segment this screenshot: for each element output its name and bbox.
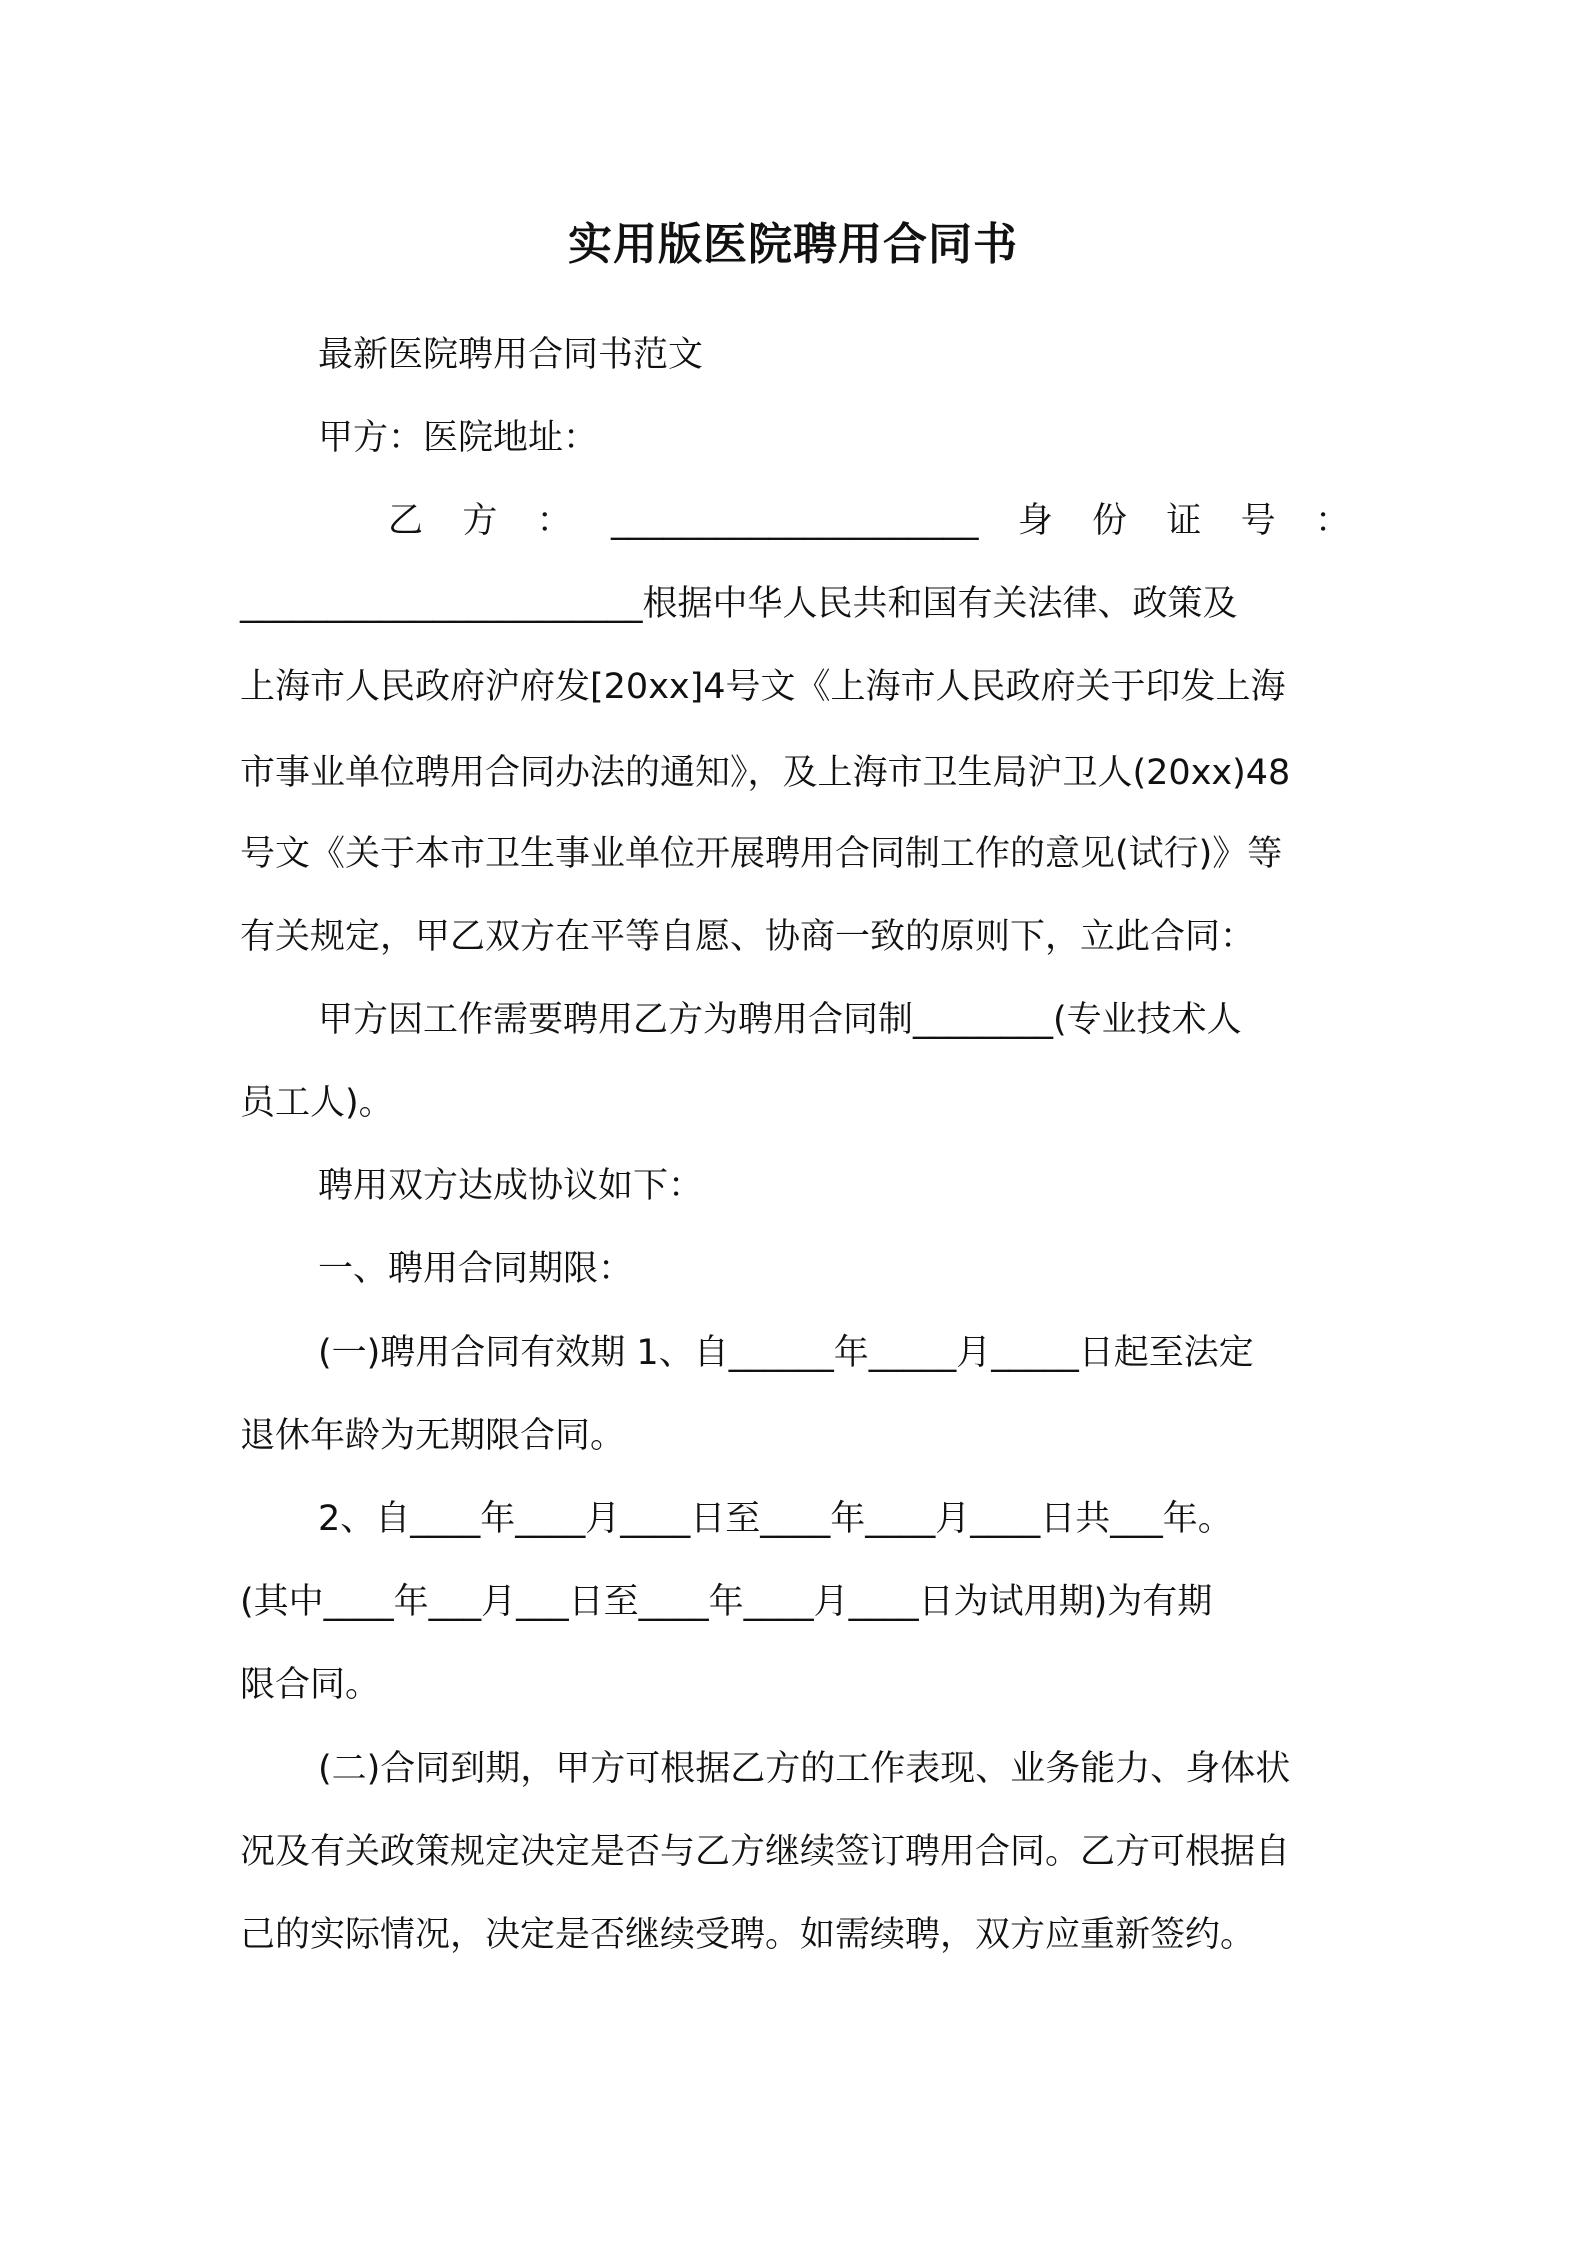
section-heading: 一、聘用合同期限： xyxy=(318,1249,634,1289)
party-b-label-char: ： xyxy=(536,501,572,541)
paragraph-line: 聘用双方达成协议如下： xyxy=(318,1166,704,1206)
paragraph-line: (其中____年___月___日至____年____月____日为试用期)为有期 xyxy=(240,1582,1213,1622)
id-number-label-char: 号 xyxy=(1240,501,1276,541)
id-number-label-char: 身 xyxy=(1017,501,1053,541)
paragraph-line: 有关规定，甲乙双方在平等自愿、协商一致的原则下，立此合同： xyxy=(240,917,1256,957)
paragraph-line: 员工人)。 xyxy=(240,1083,394,1123)
paragraph-line: 上海市人民政府沪府发[20xx]4号文《上海市人民政府关于印发上海 xyxy=(240,667,1286,707)
paragraph-line: (二)合同到期，甲方可根据乙方的工作表现、业务能力、身体状 xyxy=(318,1749,1291,1789)
paragraph-line: _______________________根据中华人民共和国有关法律、政策及 xyxy=(240,584,1238,624)
party-b-label-char: 方 xyxy=(462,501,498,541)
party-b-name-blank: _____________________ xyxy=(610,501,979,541)
id-number-label-char: ： xyxy=(1314,501,1350,541)
id-number-label-char: 份 xyxy=(1092,501,1128,541)
party-b-label-char: 乙 xyxy=(388,501,424,541)
paragraph-line: (一)聘用合同有效期 1、自______年_____月_____日起至法定 xyxy=(318,1333,1254,1373)
paragraph-line: 况及有关政策规定决定是否与乙方继续签订聘用合同。乙方可根据自 xyxy=(240,1832,1291,1872)
paragraph-line: 2、自____年____月____日至____年____月____日共___年。 xyxy=(318,1499,1233,1539)
document-title: 实用版医院聘用合同书 xyxy=(568,219,1018,270)
party-a-line: 甲方：医院地址： xyxy=(318,418,599,458)
paragraph-line: 号文《关于本市卫生事业单位开展聘用合同制工作的意见(试行)》等 xyxy=(240,834,1283,874)
party-b-line xyxy=(388,496,1350,546)
id-number-label-char: 证 xyxy=(1166,501,1202,541)
paragraph-line: 退休年龄为无期限合同。 xyxy=(240,1416,626,1456)
document-subtitle: 最新医院聘用合同书范文 xyxy=(318,335,704,375)
paragraph-line: 甲方因工作需要聘用乙方为聘用合同制________(专业技术人 xyxy=(318,1000,1242,1040)
paragraph-line: 市事业单位聘用合同办法的通知》，及上海市卫生局沪卫人(20xx)48 xyxy=(240,753,1291,793)
paragraph-line: 己的实际情况，决定是否继续受聘。如需续聘，双方应重新签约。 xyxy=(240,1915,1256,1955)
paragraph-line: 限合同。 xyxy=(240,1665,381,1705)
